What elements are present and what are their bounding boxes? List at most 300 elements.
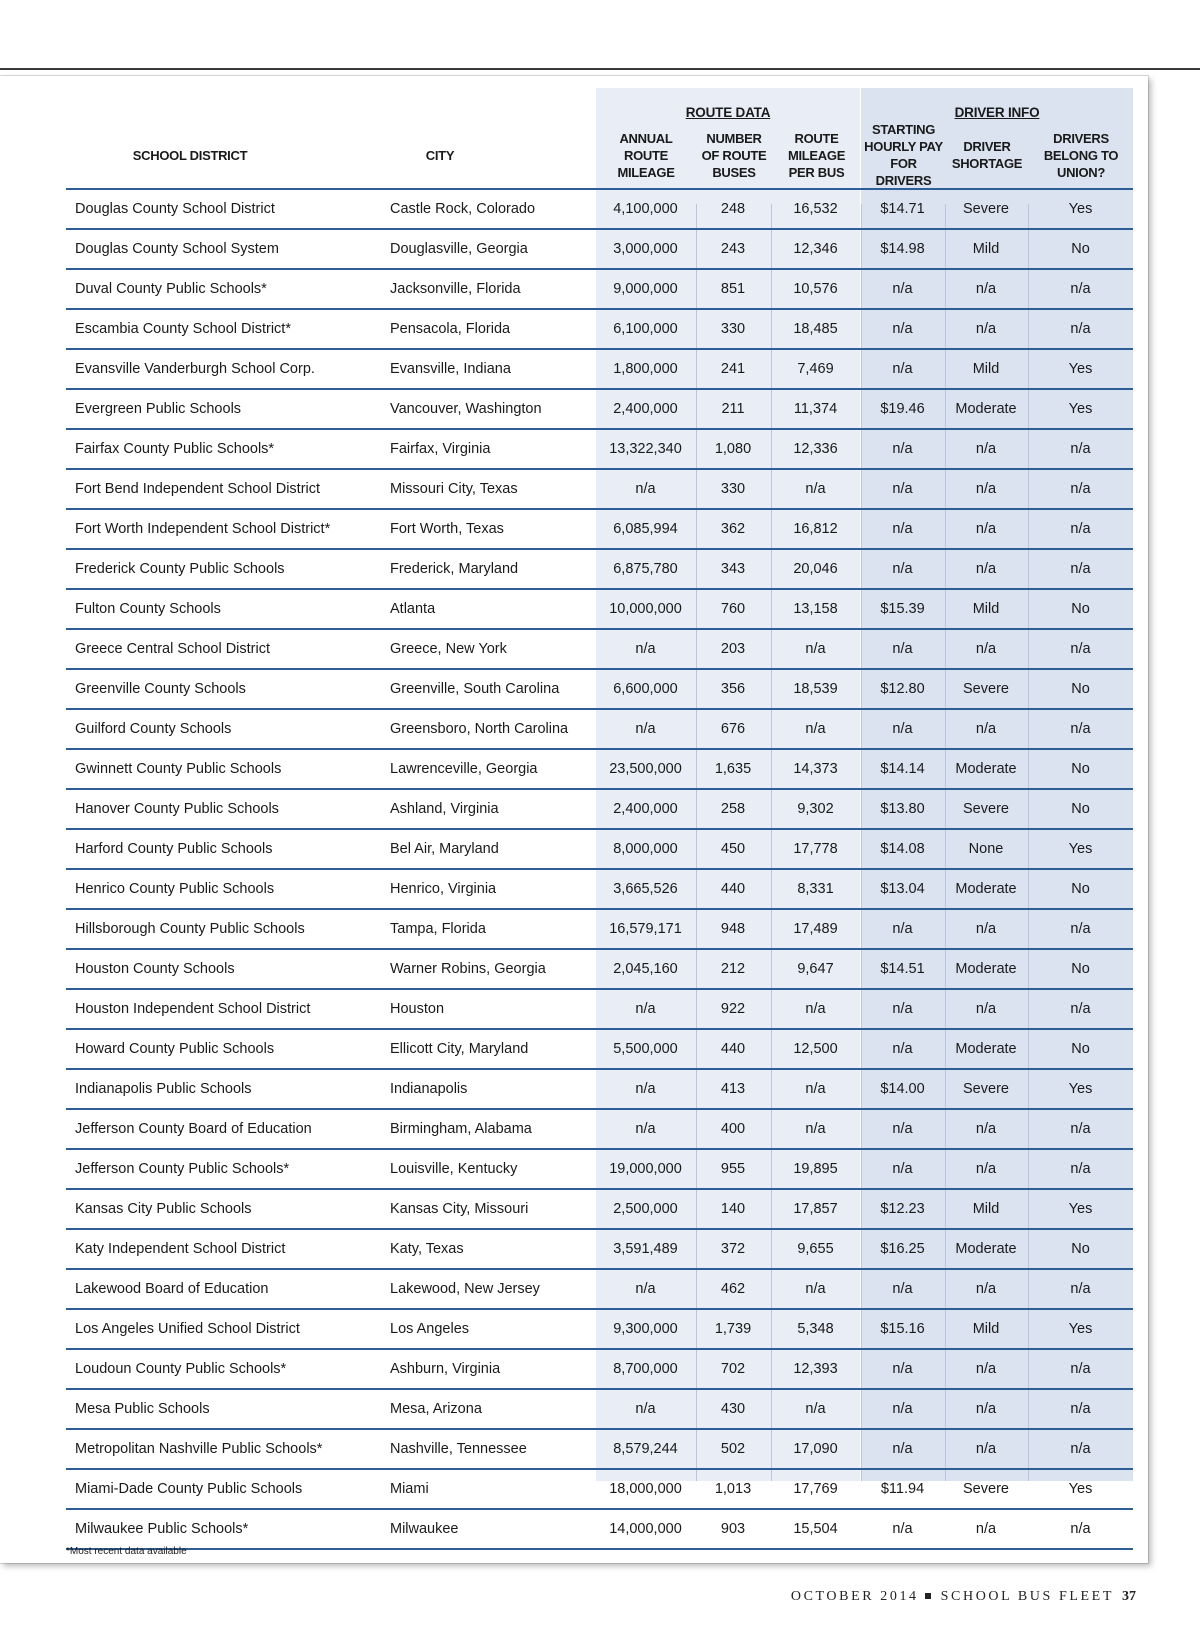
annual-mileage-cell: 16,579,171: [609, 921, 682, 937]
hourly-pay-cell: $14.08: [880, 841, 925, 857]
driver-shortage-cell: n/a: [975, 561, 997, 577]
mileage-per-bus-cell: 18,539: [793, 681, 838, 697]
district-cell: Jefferson County Public Schools*: [75, 1161, 290, 1177]
union-cell: n/a: [1070, 1401, 1091, 1417]
driver-shortage-cell: Severe: [963, 201, 1009, 217]
union-cell: n/a: [1070, 1161, 1091, 1177]
mileage-per-bus-cell: 16,532: [793, 201, 838, 217]
city-cell: Fairfax, Virginia: [390, 441, 491, 457]
union-cell: n/a: [1070, 641, 1091, 657]
mileage-per-bus-cell: n/a: [805, 641, 826, 657]
driver-shortage-cell: Moderate: [955, 1241, 1017, 1257]
route-buses-cell: 241: [720, 361, 746, 377]
driver-shortage-cell: None: [968, 841, 1004, 857]
table-row: [66, 430, 1133, 470]
city-cell: Castle Rock, Colorado: [390, 201, 536, 217]
route-buses-cell: 362: [720, 521, 746, 537]
union-cell: Yes: [1068, 1481, 1093, 1497]
city-cell: Douglasville, Georgia: [390, 241, 528, 257]
bullet-separator: [925, 1593, 931, 1599]
hourly-pay-cell: $19.46: [880, 401, 925, 417]
district-cell: Hanover County Public Schools: [75, 801, 279, 817]
city-cell: Miami: [390, 1481, 429, 1497]
district-cell: Douglas County School District: [75, 201, 275, 217]
city-cell: Jacksonville, Florida: [390, 281, 521, 297]
district-cell: Harford County Public Schools: [75, 841, 273, 857]
driver-shortage-cell: Mild: [972, 601, 1000, 617]
mileage-per-bus-cell: 9,302: [797, 801, 834, 817]
hourly-pay-cell: $14.71: [880, 201, 925, 217]
union-cell: Yes: [1068, 401, 1093, 417]
union-cell: Yes: [1068, 361, 1093, 377]
union-cell: No: [1071, 601, 1090, 617]
table-row: [66, 1190, 1133, 1230]
driver-shortage-cell: n/a: [975, 1001, 997, 1017]
driver-shortage-cell: n/a: [975, 1401, 997, 1417]
hourly-pay-cell: n/a: [892, 1161, 913, 1177]
union-cell: Yes: [1068, 201, 1093, 217]
mileage-per-bus-cell: 17,090: [793, 1441, 838, 1457]
district-cell: Escambia County School District*: [75, 321, 291, 337]
route-buses-cell: 502: [720, 1441, 746, 1457]
city-cell: Lawrenceville, Georgia: [390, 761, 538, 777]
route-buses-cell: 413: [720, 1081, 746, 1097]
city-cell: Birmingham, Alabama: [390, 1121, 532, 1137]
mileage-per-bus-cell: 10,576: [793, 281, 838, 297]
union-cell: n/a: [1070, 1361, 1091, 1377]
mileage-per-bus-cell: 17,769: [793, 1481, 838, 1497]
route-buses-cell: 1,080: [714, 441, 752, 457]
annual-mileage-cell: 23,500,000: [609, 761, 682, 777]
hourly-pay-cell: n/a: [892, 1521, 913, 1537]
mileage-per-bus-cell: 13,158: [793, 601, 838, 617]
starting-hourly-pay-column-header: STARTING HOURLY PAY FOR DRIVERS: [864, 122, 943, 188]
table-row: [66, 790, 1133, 830]
city-cell: Katy, Texas: [390, 1241, 464, 1257]
hourly-pay-cell: n/a: [892, 561, 913, 577]
school-district-column-header: SCHOOL DISTRICT: [132, 147, 248, 163]
table-row: [66, 350, 1133, 390]
hourly-pay-cell: n/a: [892, 1041, 913, 1057]
route-buses-cell: 211: [721, 401, 745, 417]
city-cell: Greece, New York: [390, 641, 507, 657]
city-cell: Warner Robins, Georgia: [390, 961, 546, 977]
table-row: [66, 390, 1133, 430]
city-cell: Lakewood, New Jersey: [390, 1281, 540, 1297]
hourly-pay-cell: $15.16: [880, 1321, 925, 1337]
district-cell: Mesa Public Schools: [75, 1401, 210, 1417]
union-cell: Yes: [1068, 1201, 1093, 1217]
union-cell: No: [1071, 1241, 1090, 1257]
city-cell: Evansville, Indiana: [390, 361, 511, 377]
driver-shortage-cell: n/a: [975, 1361, 997, 1377]
route-buses-cell: 702: [720, 1361, 746, 1377]
hourly-pay-cell: n/a: [892, 1361, 913, 1377]
driver-shortage-cell: Moderate: [955, 961, 1017, 977]
annual-mileage-cell: 13,322,340: [609, 441, 682, 457]
hourly-pay-cell: n/a: [892, 441, 913, 457]
union-cell: n/a: [1070, 721, 1091, 737]
annual-mileage-cell: 10,000,000: [609, 601, 682, 617]
route-buses-cell: 248: [720, 201, 746, 217]
district-cell: Miami-Dade County Public Schools: [75, 1481, 303, 1497]
table-row: [66, 750, 1133, 790]
table-row: [66, 1110, 1133, 1150]
table-row: [66, 230, 1133, 270]
mileage-per-bus-cell: 16,812: [793, 521, 838, 537]
route-buses-cell: 243: [720, 241, 746, 257]
hourly-pay-cell: n/a: [892, 1121, 913, 1137]
annual-mileage-cell: 18,000,000: [609, 1481, 682, 1497]
union-cell: n/a: [1070, 1121, 1091, 1137]
route-buses-cell: 922: [720, 1001, 746, 1017]
city-cell: Vancouver, Washington: [390, 401, 542, 417]
district-cell: Fort Bend Independent School District: [75, 481, 321, 497]
hourly-pay-cell: $13.80: [880, 801, 925, 817]
annual-mileage-cell: 4,100,000: [613, 201, 678, 217]
hourly-pay-cell: n/a: [892, 1441, 913, 1457]
city-cell: Nashville, Tennessee: [390, 1441, 527, 1457]
driver-shortage-cell: Moderate: [955, 881, 1017, 897]
table-row: [66, 910, 1133, 950]
driver-shortage-cell: n/a: [975, 1441, 997, 1457]
annual-mileage-cell: n/a: [635, 1401, 656, 1417]
district-cell: Frederick County Public Schools: [75, 561, 285, 577]
table-row: [66, 590, 1133, 630]
driver-shortage-cell: Mild: [972, 241, 1000, 257]
annual-mileage-cell: 6,100,000: [613, 321, 678, 337]
annual-mileage-cell: n/a: [635, 1121, 656, 1137]
district-cell: Duval County Public Schools*: [75, 281, 267, 297]
driver-shortage-cell: n/a: [975, 481, 997, 497]
route-buses-cell: 343: [720, 561, 746, 577]
table-body: [66, 190, 1133, 1550]
union-cell: No: [1071, 241, 1090, 257]
mileage-per-bus-cell: 18,485: [793, 321, 838, 337]
district-cell: Howard County Public Schools: [75, 1041, 275, 1057]
driver-shortage-cell: n/a: [975, 641, 997, 657]
city-cell: Fort Worth, Texas: [390, 521, 504, 537]
driver-shortage-cell: n/a: [975, 1281, 997, 1297]
hourly-pay-cell: $14.14: [880, 761, 925, 777]
mileage-per-bus-cell: 17,489: [793, 921, 838, 937]
route-buses-cell: 676: [720, 721, 746, 737]
mileage-per-bus-cell: n/a: [805, 1121, 826, 1137]
hourly-pay-cell: n/a: [892, 1001, 913, 1017]
annual-mileage-cell: 19,000,000: [609, 1161, 682, 1177]
hourly-pay-cell: n/a: [892, 641, 913, 657]
city-cell: Greenville, South Carolina: [390, 681, 560, 697]
hourly-pay-cell: $14.00: [880, 1081, 925, 1097]
district-cell: Milwaukee Public Schools*: [75, 1521, 249, 1537]
union-cell: n/a: [1070, 561, 1091, 577]
union-cell: n/a: [1070, 321, 1091, 337]
driver-shortage-cell: Mild: [972, 1201, 1000, 1217]
driver-shortage-cell: Severe: [963, 681, 1009, 697]
city-column-header: CITY: [425, 147, 455, 163]
hourly-pay-cell: n/a: [892, 1281, 913, 1297]
annual-mileage-cell: 8,000,000: [613, 841, 678, 857]
district-cell: Jefferson County Board of Education: [75, 1121, 312, 1137]
annual-mileage-cell: 8,579,244: [613, 1441, 678, 1457]
district-cell: Lakewood Board of Education: [75, 1281, 269, 1297]
hourly-pay-cell: $14.51: [880, 961, 925, 977]
table-row: [66, 1230, 1133, 1270]
mileage-per-bus-cell: n/a: [805, 721, 826, 737]
district-cell: Gwinnett County Public Schools: [75, 761, 282, 777]
data-table-card: [0, 76, 1148, 1563]
route-buses-cell: 1,013: [714, 1481, 752, 1497]
hourly-pay-cell: n/a: [892, 281, 913, 297]
hourly-pay-cell: n/a: [892, 321, 913, 337]
table-row: [66, 1070, 1133, 1110]
district-cell: Los Angeles Unified School District: [75, 1321, 300, 1337]
district-cell: Henrico County Public Schools: [75, 881, 275, 897]
issue-date: OCTOBER 2014: [790, 1589, 919, 1604]
annual-mileage-cell: 6,600,000: [613, 681, 678, 697]
table-row: [66, 670, 1133, 710]
annual-route-mileage-column-header: ANNUAL ROUTE MILEAGE: [617, 130, 675, 180]
district-cell: Guilford County Schools: [75, 721, 232, 737]
table-row: [66, 470, 1133, 510]
route-buses-cell: 400: [720, 1121, 746, 1137]
mileage-per-bus-cell: 9,647: [797, 961, 834, 977]
city-cell: Ashburn, Virginia: [390, 1361, 501, 1377]
district-cell: Greece Central School District: [75, 641, 271, 657]
union-cell: Yes: [1068, 1081, 1093, 1097]
district-cell: Loudoun County Public Schools*: [75, 1361, 287, 1377]
mileage-per-bus-cell: 9,655: [797, 1241, 834, 1257]
driver-shortage-cell: n/a: [975, 921, 997, 937]
union-cell: No: [1071, 681, 1090, 697]
mileage-per-bus-cell: 19,895: [793, 1161, 838, 1177]
mileage-per-bus-cell: n/a: [805, 481, 826, 497]
top-rule: [0, 68, 1200, 70]
district-cell: Fulton County Schools: [75, 601, 221, 617]
annual-mileage-cell: 6,085,994: [613, 521, 678, 537]
district-cell: Hillsborough County Public Schools: [75, 921, 305, 937]
route-buses-cell: 140: [720, 1201, 746, 1217]
mileage-per-bus-cell: n/a: [805, 1281, 826, 1297]
driver-shortage-cell: n/a: [975, 521, 997, 537]
route-buses-cell: 1,635: [714, 761, 752, 777]
hourly-pay-cell: $12.23: [880, 1201, 925, 1217]
city-cell: Tampa, Florida: [390, 921, 486, 937]
route-data-heading: ROUTE DATA: [685, 105, 771, 120]
table-row: [66, 310, 1133, 350]
route-mileage-per-bus-column-header: ROUTE MILEAGE PER BUS: [787, 130, 846, 180]
table-row: [66, 1470, 1133, 1510]
mileage-per-bus-cell: 14,373: [793, 761, 838, 777]
driver-shortage-cell: n/a: [975, 441, 997, 457]
number-of-route-buses-column-header: NUMBER OF ROUTE BUSES: [701, 130, 767, 180]
district-cell: Metropolitan Nashville Public Schools*: [75, 1441, 323, 1457]
table-row: [66, 1310, 1133, 1350]
annual-mileage-cell: n/a: [635, 481, 656, 497]
mileage-per-bus-cell: 7,469: [797, 361, 834, 377]
district-cell: Houston Independent School District: [75, 1001, 311, 1017]
route-buses-cell: 372: [720, 1241, 746, 1257]
annual-mileage-cell: 2,045,160: [613, 961, 678, 977]
city-cell: Ellicott City, Maryland: [390, 1041, 529, 1057]
table-row: [66, 1510, 1133, 1550]
driver-shortage-cell: Severe: [963, 801, 1009, 817]
route-buses-cell: 430: [720, 1401, 746, 1417]
hourly-pay-cell: n/a: [892, 1401, 913, 1417]
district-cell: Evansville Vanderburgh School Corp.: [75, 361, 315, 377]
mileage-per-bus-cell: 17,857: [793, 1201, 838, 1217]
driver-shortage-cell: Moderate: [955, 1041, 1017, 1057]
union-cell: Yes: [1068, 841, 1093, 857]
mileage-per-bus-cell: 5,348: [797, 1321, 834, 1337]
union-cell: Yes: [1068, 1321, 1093, 1337]
route-buses-cell: 450: [720, 841, 746, 857]
annual-mileage-cell: 9,000,000: [613, 281, 678, 297]
footnote: *Most recent data available: [66, 1546, 187, 1557]
city-cell: Ashland, Virginia: [390, 801, 499, 817]
drivers-union-column-header: DRIVERS BELONG TO UNION?: [1043, 130, 1119, 180]
mileage-per-bus-cell: 15,504: [793, 1521, 838, 1537]
city-cell: Milwaukee: [390, 1521, 459, 1537]
union-cell: n/a: [1070, 1521, 1091, 1537]
annual-mileage-cell: n/a: [635, 721, 656, 737]
route-buses-cell: 330: [720, 321, 746, 337]
driver-shortage-cell: Severe: [963, 1081, 1009, 1097]
district-cell: Indianapolis Public Schools: [75, 1081, 252, 1097]
hourly-pay-cell: n/a: [892, 921, 913, 937]
annual-mileage-cell: 1,800,000: [613, 361, 678, 377]
city-cell: Louisville, Kentucky: [390, 1161, 518, 1177]
page-folio: [791, 1589, 1136, 1605]
union-cell: No: [1071, 881, 1090, 897]
annual-mileage-cell: n/a: [635, 641, 656, 657]
district-cell: Fairfax County Public Schools*: [75, 441, 275, 457]
annual-mileage-cell: 14,000,000: [609, 1521, 682, 1537]
union-cell: n/a: [1070, 1281, 1091, 1297]
driver-shortage-column-header: DRIVER SHORTAGE: [951, 139, 1023, 171]
route-buses-cell: 760: [720, 601, 746, 617]
city-cell: Missouri City, Texas: [390, 481, 518, 497]
union-cell: n/a: [1070, 521, 1091, 537]
driver-shortage-cell: Mild: [972, 1321, 1000, 1337]
driver-shortage-cell: n/a: [975, 281, 997, 297]
annual-mileage-cell: 6,875,780: [613, 561, 678, 577]
annual-mileage-cell: n/a: [635, 1081, 656, 1097]
city-cell: Indianapolis: [390, 1081, 468, 1097]
mileage-per-bus-cell: 8,331: [797, 881, 834, 897]
table-row: [66, 1350, 1133, 1390]
district-cell: Houston County Schools: [75, 961, 235, 977]
table-row: [66, 550, 1133, 590]
hourly-pay-cell: $12.80: [880, 681, 925, 697]
route-buses-cell: 462: [720, 1281, 746, 1297]
driver-shortage-cell: n/a: [975, 1161, 997, 1177]
mileage-per-bus-cell: n/a: [805, 1401, 826, 1417]
union-cell: n/a: [1070, 441, 1091, 457]
union-cell: No: [1071, 961, 1090, 977]
driver-info-heading: DRIVER INFO: [954, 105, 1040, 120]
mileage-per-bus-cell: 12,393: [793, 1361, 838, 1377]
union-cell: n/a: [1070, 281, 1091, 297]
city-cell: Kansas City, Missouri: [390, 1201, 529, 1217]
union-cell: n/a: [1070, 481, 1091, 497]
route-buses-cell: 212: [720, 961, 746, 977]
hourly-pay-cell: $13.04: [880, 881, 925, 897]
table-row: [66, 270, 1133, 310]
route-buses-cell: 903: [720, 1521, 746, 1537]
driver-shortage-cell: Moderate: [955, 401, 1017, 417]
union-cell: n/a: [1070, 1441, 1091, 1457]
mileage-per-bus-cell: 11,374: [793, 401, 838, 417]
table-row: [66, 190, 1133, 230]
annual-mileage-cell: n/a: [635, 1281, 656, 1297]
route-buses-cell: 330: [720, 481, 746, 497]
driver-shortage-cell: n/a: [975, 721, 997, 737]
table-row: [66, 1150, 1133, 1190]
mileage-per-bus-cell: n/a: [805, 1001, 826, 1017]
route-buses-cell: 440: [720, 881, 746, 897]
mileage-per-bus-cell: 12,336: [793, 441, 838, 457]
route-buses-cell: 955: [720, 1161, 746, 1177]
hourly-pay-cell: $16.25: [880, 1241, 925, 1257]
city-cell: Greensboro, North Carolina: [390, 721, 569, 737]
table-row: [66, 630, 1133, 670]
hourly-pay-cell: $15.39: [880, 601, 925, 617]
district-cell: Evergreen Public Schools: [75, 401, 242, 417]
city-cell: Los Angeles: [390, 1321, 470, 1337]
city-cell: Frederick, Maryland: [390, 561, 519, 577]
driver-shortage-cell: Moderate: [955, 761, 1017, 777]
hourly-pay-cell: n/a: [892, 361, 913, 377]
hourly-pay-cell: n/a: [892, 521, 913, 537]
hourly-pay-cell: n/a: [892, 481, 913, 497]
union-cell: n/a: [1070, 921, 1091, 937]
table-row: [66, 1430, 1133, 1470]
hourly-pay-cell: $11.94: [880, 1481, 925, 1497]
annual-mileage-cell: 8,700,000: [613, 1361, 678, 1377]
district-cell: Fort Worth Independent School District*: [75, 521, 331, 537]
city-cell: Mesa, Arizona: [390, 1401, 482, 1417]
annual-mileage-cell: 3,665,526: [613, 881, 678, 897]
table-row: [66, 710, 1133, 750]
annual-mileage-cell: 2,400,000: [613, 401, 678, 417]
table-row: [66, 1270, 1133, 1310]
mileage-per-bus-cell: 12,346: [793, 241, 838, 257]
union-cell: n/a: [1070, 1001, 1091, 1017]
annual-mileage-cell: 2,500,000: [613, 1201, 678, 1217]
mileage-per-bus-cell: n/a: [805, 1081, 826, 1097]
route-buses-cell: 356: [720, 681, 746, 697]
driver-shortage-cell: n/a: [975, 1121, 997, 1137]
district-cell: Katy Independent School District: [75, 1241, 286, 1257]
city-cell: Bel Air, Maryland: [390, 841, 499, 857]
publication-name: SCHOOL BUS FLEET: [940, 1589, 1114, 1604]
mileage-per-bus-cell: 17,778: [793, 841, 838, 857]
mileage-per-bus-cell: 12,500: [793, 1041, 838, 1057]
table-row: [66, 830, 1133, 870]
annual-mileage-cell: 5,500,000: [613, 1041, 678, 1057]
table-row: [66, 990, 1133, 1030]
city-cell: Pensacola, Florida: [390, 321, 511, 337]
district-cell: Douglas County School System: [75, 241, 279, 257]
hourly-pay-cell: n/a: [892, 721, 913, 737]
route-buses-cell: 440: [720, 1041, 746, 1057]
annual-mileage-cell: 2,400,000: [613, 801, 678, 817]
route-buses-cell: 203: [720, 641, 746, 657]
route-buses-cell: 1,739: [714, 1321, 752, 1337]
driver-shortage-cell: n/a: [975, 321, 997, 337]
union-cell: No: [1071, 761, 1090, 777]
